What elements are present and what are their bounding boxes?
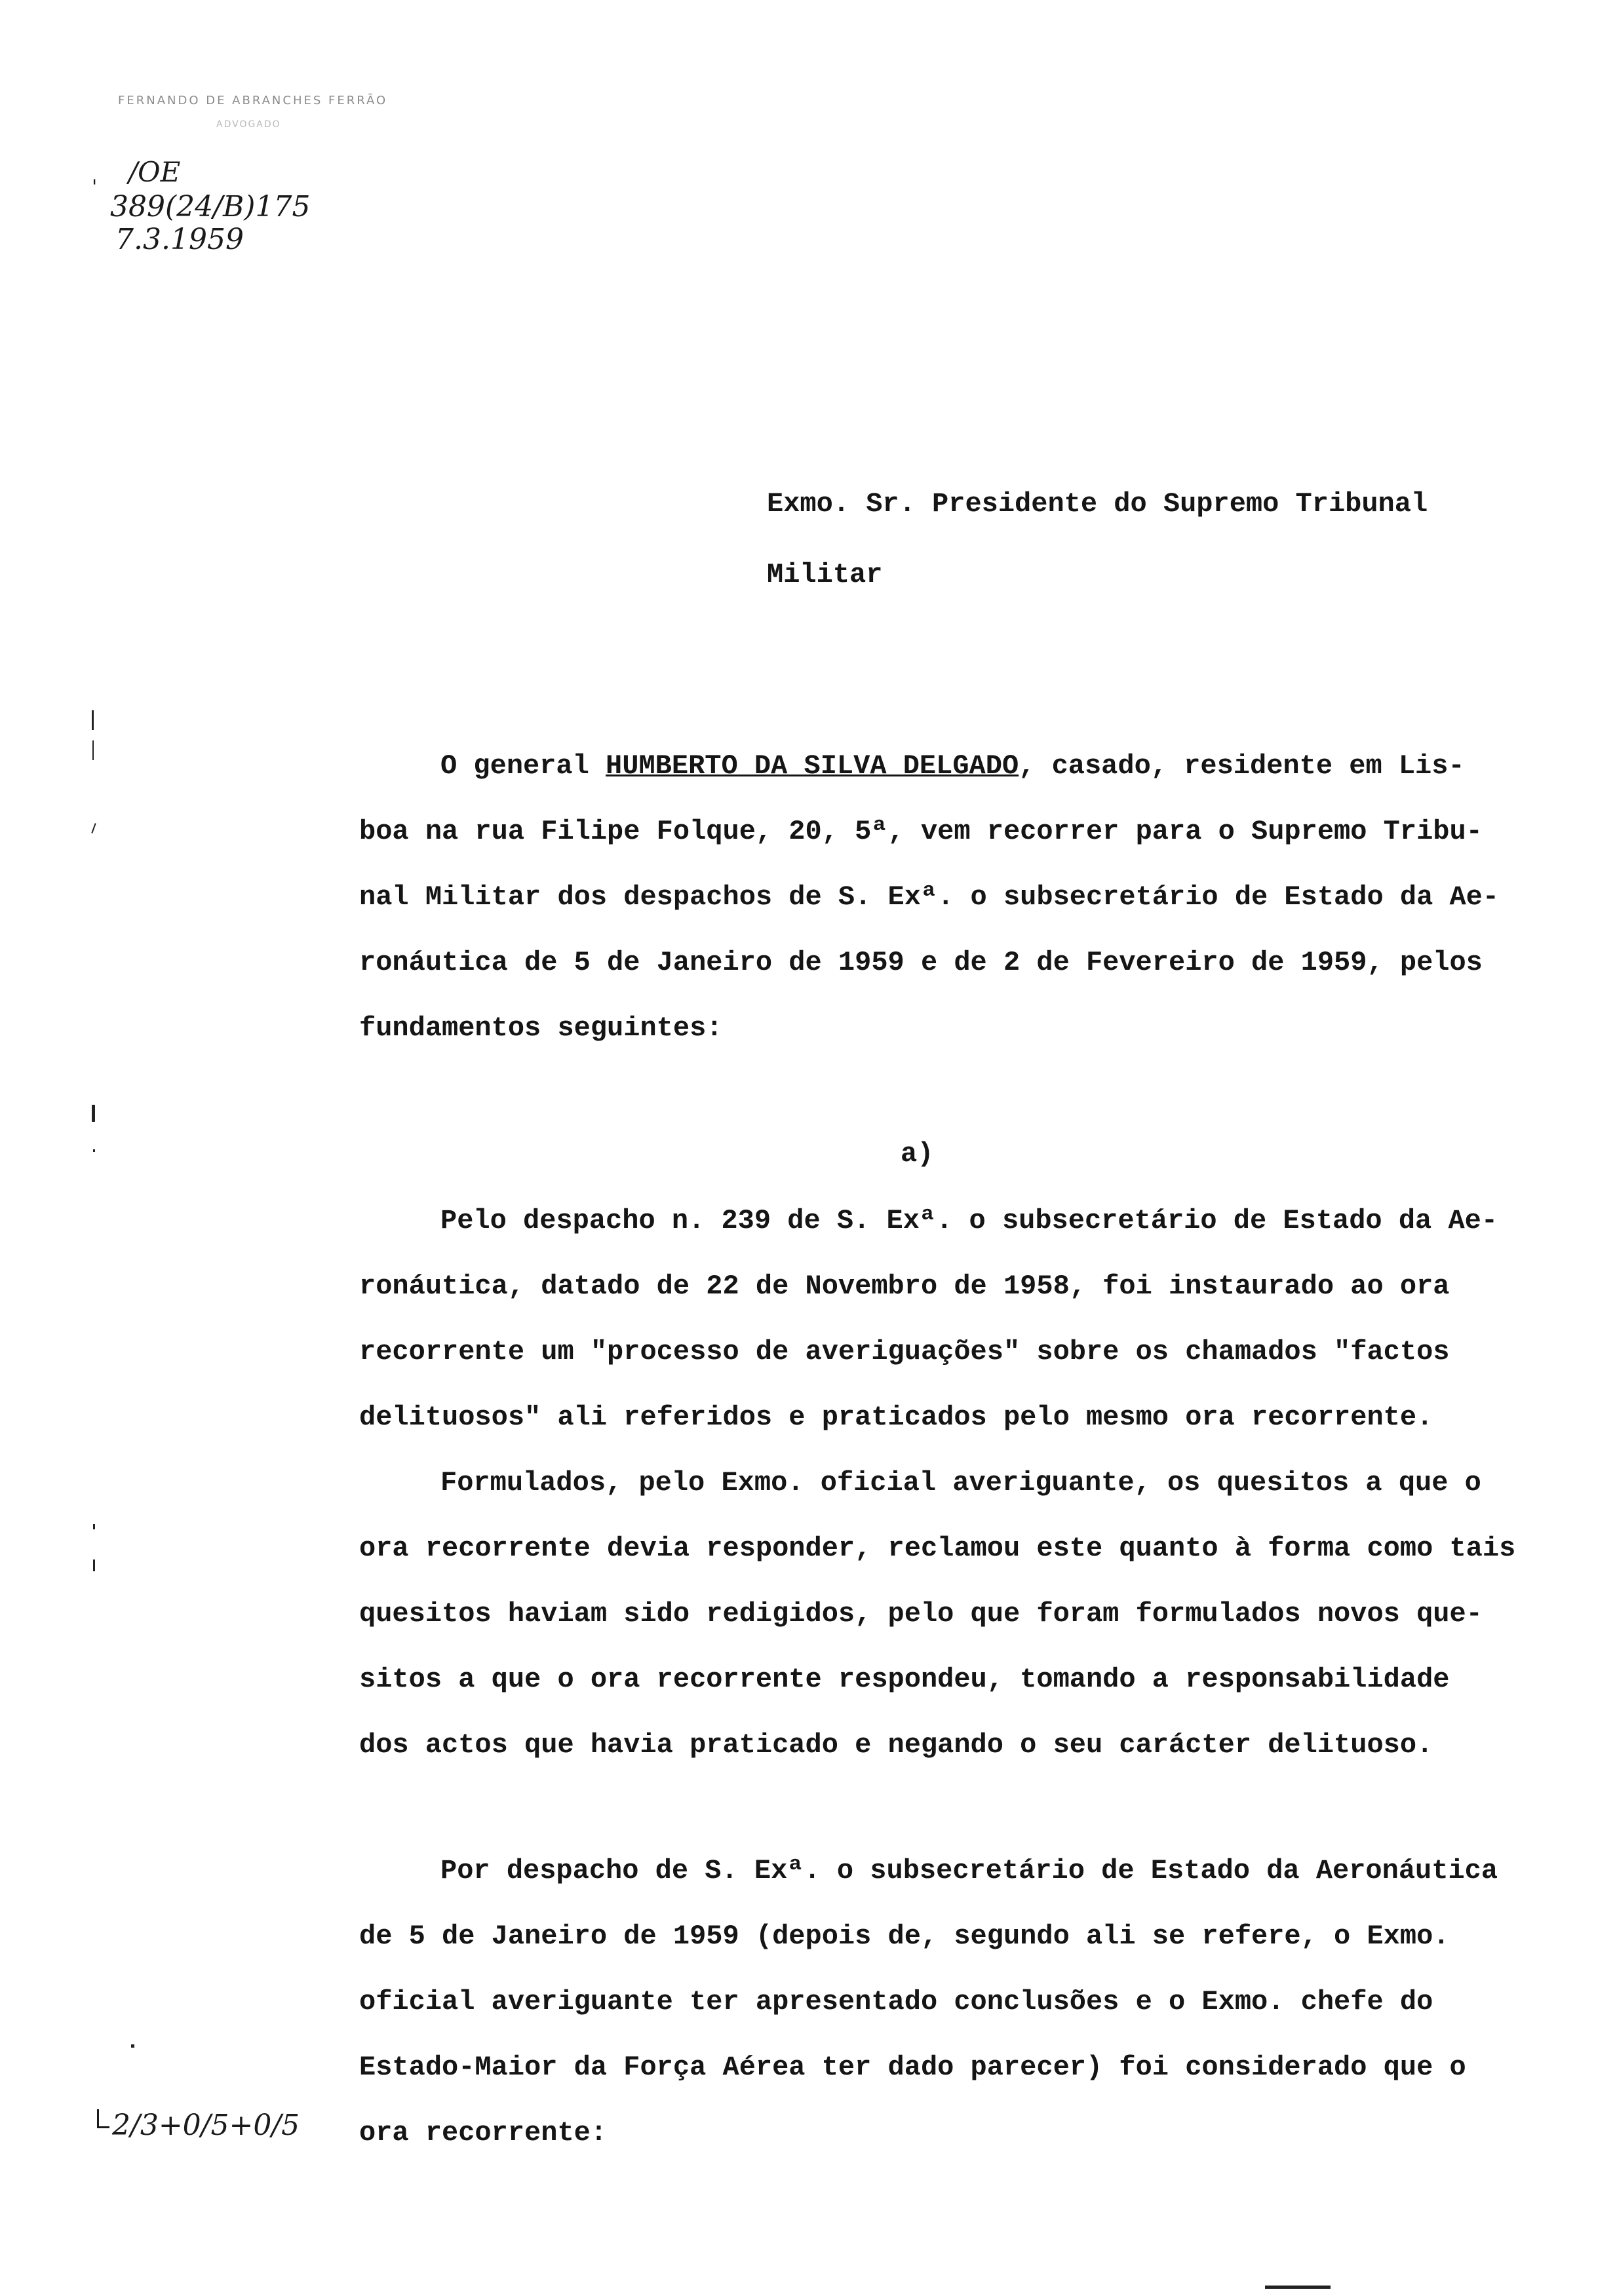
margin-speck [93,1524,95,1529]
margin-speck [131,2044,134,2048]
margin-speck [93,1559,95,1571]
reference-tick: ' [92,176,98,199]
intro-line-5: fundamentos seguintes: [359,1012,723,1044]
intro-line-1 [440,752,1465,780]
intro-line-3: nal Militar dos despachos de S. Exª. o subsecretário de Estado da Ae- [359,881,1500,913]
paragraph-1-line-3: recorrente um "processo de averiguações" sobre os chamados "factos [359,1336,1450,1368]
addressee-line-2: Militar [767,559,883,590]
paragraph-3-line-3: oficial averiguante ter apresentado conclusões e o Exmo. chefe do [359,1986,1433,2018]
paragraph-2-line-2: ora recorrente devia responder, reclamou este quanto à forma como tais [359,1533,1516,1564]
reference-line-2: 389(24/B)175 [110,190,311,223]
addressee-line-1: Exmo. Sr. Presidente do Supremo Tribunal [767,488,1428,520]
corner-mark [97,2109,109,2128]
paragraph-2-line-1: Formulados, pelo Exmo. oficial averiguante, os quesitos a que o [440,1467,1481,1499]
footer-note-text: 2/3+0/5+0/5 [112,2109,300,2142]
reference-line-1: /OE [128,156,181,188]
letterhead-name: FERNANDO DE ABRANCHES FERRÃO [118,94,388,107]
scan-edge-mark [1265,2286,1331,2289]
paragraph-1-line-4: delituosos" ali referidos e praticados pelo mesmo ora recorrente. [359,1402,1433,1433]
footer-note [97,2109,300,2142]
paragraph-3-line-2: de 5 de Janeiro de 1959 (depois de, segundo ali se refere, o Exmo. [359,1921,1450,1952]
paragraph-2-line-3: quesitos haviam sido redigidos, pelo que foram formulados novos que- [359,1598,1483,1630]
margin-speck [93,1149,95,1152]
paragraph-2-line-4: sitos a que o ora recorrente respondeu, tomando a responsabilidade [359,1664,1450,1695]
section-label-a: a) [901,1138,934,1170]
paragraph-3-line-1: Por despacho de S. Exª. o subsecretário de Estado da Aeronáutica [440,1855,1498,1886]
paragraph-1-line-2: ronáutica, datado de 22 de Novembro de 1958, foi instaurado ao ora [359,1271,1450,1302]
paragraph-1-line-1: Pelo despacho n. 239 de S. Exª. o subsecretário de Estado da Ae- [440,1205,1498,1236]
margin-speck [92,740,94,760]
intro-line-1-after: , casado, residente em Lis- [1019,750,1465,782]
margin-speck [91,823,96,833]
letterhead-subtitle: ADVOGADO [216,119,281,130]
appellant-name: HUMBERTO DA SILVA DELGADO [606,750,1019,782]
paragraph-3-line-4: Estado-Maior da Força Aérea ter dado parecer) foi considerado que o [359,2052,1466,2083]
paragraph-2-line-5: dos actos que havia praticado e negando o seu carácter delituoso. [359,1729,1433,1761]
margin-speck [92,710,94,730]
intro-line-2: boa na rua Filipe Folque, 20, 5ª, vem recorrer para o Supremo Tribu- [359,816,1483,847]
paragraph-3-line-5: ora recorrente: [359,2117,608,2149]
margin-speck [92,1105,95,1122]
intro-line-4: ronáutica de 5 de Janeiro de 1959 e de 2 de Fevereiro de 1959, pelos [359,947,1483,978]
intro-line-1-before: O general [440,750,606,782]
reference-date: 7.3.1959 [115,223,244,256]
